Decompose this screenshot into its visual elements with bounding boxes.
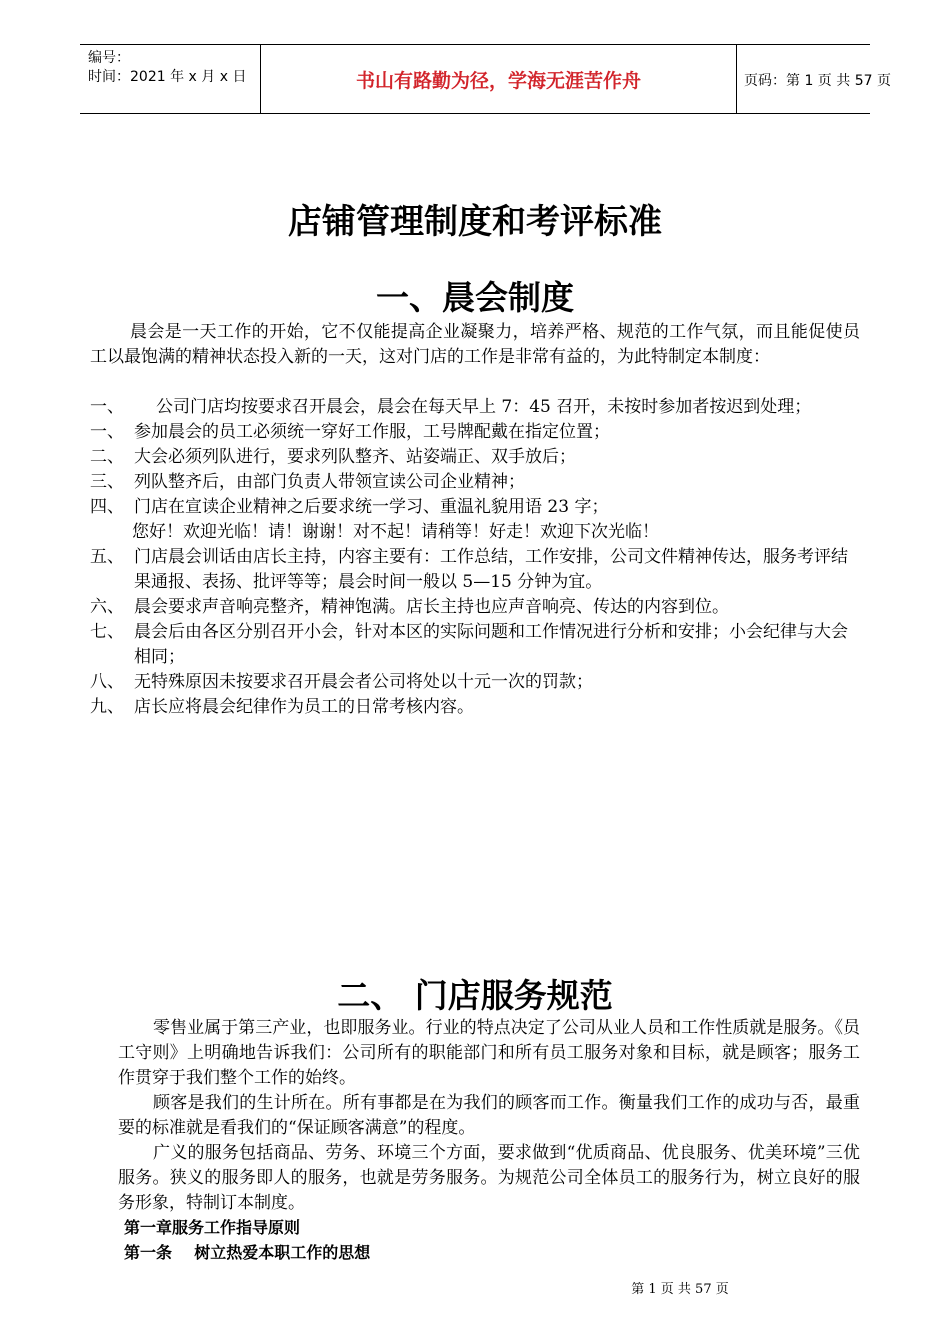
list-item-number: 三、 [90,472,124,492]
list-item-number: 二、 [90,447,124,467]
page-indicator: 页码：第 1 页 共 57 页 [744,73,891,89]
section1-rule-list [90,395,860,720]
list-item-text: 列队整齐后，由部门负责人带领宣读公司企业精神； [134,472,525,492]
section2-title: 二、 门店服务规范 [337,976,613,1015]
section2-paragraph: 零售业属于第三产业，也即服务业。行业的特点决定了公司从业人员和工作性质就是服务。《员工守则》上明确地告诉我们：公司所有的职能部门和所有员工服务对象和目标，就是顾客；服务工作贯穿于我们整个工作的始终。 [118,1018,860,1088]
list-item-number: 五、 [90,547,124,567]
header-info-cell [80,45,260,113]
list-item [90,620,860,670]
page-footer: 第 1 页 共 57 页 [631,1282,729,1297]
section2-paragraph: 顾客是我们的生计所在。所有事都是在为我们的顾客而工作。衡量我们工作的成功与否，最重要的标准就是看我们的“保证顾客满意”的程度。 [118,1093,860,1138]
list-item-number: 八、 [90,672,124,692]
section1-intro: 晨会是一天工作的开始，它不仅能提高企业凝聚力，培养严格、规范的工作气氛，而且能促使员工以最饱满的精神状态投入新的一天，这对门店的工作是非常有益的，为此特制定本制度： [90,322,860,367]
list-item-text: 门店晨会训话由店长主持，内容主要有：工作总结，工作安排，公司文件精神传达，服务考评结果通报、表扬、批评等等；晨会时间一般以 5—15 分钟为宜。 [134,547,848,592]
list-item-number: 六、 [90,597,124,617]
chapter-heading: 第一章服务工作指导原则 [124,1218,301,1237]
list-item-text: 大会必须列队进行，要求列队整齐、站姿端正、双手放后； [134,447,576,467]
motto-text: 书山有路勤为径，学海无涯苦作舟 [355,70,641,92]
list-item [90,445,860,470]
list-item-number: 九、 [90,697,124,717]
list-item-text: 门店在宣读企业精神之后要求统一学习、重温礼貌用语 23 字； [134,497,609,517]
list-item-number: 一、 [90,397,124,417]
list-item-greeting [90,520,860,545]
list-item-text: 参加晨会的员工必须统一穿好工作服，工号牌配戴在指定位置； [134,422,610,442]
list-item [90,595,860,620]
list-item [90,395,860,420]
list-item-text: 晨会后由各区分别召开小会，针对本区的实际问题和工作情况进行分析和安排；小会纪律与大会相同； [134,622,848,667]
list-item-number: 四、 [90,497,124,517]
list-item [90,545,860,595]
list-item [90,470,860,495]
time-label: 时间：2021 年 x 月 x 日 [88,69,247,85]
list-item-text: 无特殊原因未按要求召开晨会者公司将处以十元一次的罚款； [134,672,593,692]
list-item-text: 公司门店均按要求召开晨会，晨会在每天早上 7：45 召开，未按时参加者按迟到处理； [156,397,812,417]
document-title: 店铺管理制度和考评标准 [288,202,662,242]
list-item-number: 七、 [90,622,124,642]
list-item [90,495,860,520]
number-label: 编号： [88,50,130,66]
header-page-cell [736,45,891,113]
list-item-text: 店长应将晨会纪律作为员工的日常考核内容。 [134,697,474,717]
article-heading: 第一条 树立热爱本职工作的思想 [124,1243,371,1262]
list-item [90,420,860,445]
header-motto-cell [260,45,737,113]
list-item-text: 您好！欢迎光临！请！谢谢！对不起！请稍等！好走！欢迎下次光临！ [132,522,659,542]
section1-title: 一、晨会制度 [376,278,574,317]
header-table [80,44,891,114]
list-item [90,695,860,720]
section2-paragraph: 广义的服务包括商品、劳务、环境三个方面，要求做到“优质商品、优良服务、优美环境”三优服务。狭义的服务即人的服务，也就是劳务服务。为规范公司全体员工的服务行为，树立良好的服务形象，特制订本制度。 [118,1143,860,1213]
list-item-number: 一、 [90,422,124,442]
list-item [90,670,860,695]
list-item-text: 晨会要求声音响亮整齐，精神饱满。店长主持也应声音响亮、传达的内容到位。 [134,597,729,617]
